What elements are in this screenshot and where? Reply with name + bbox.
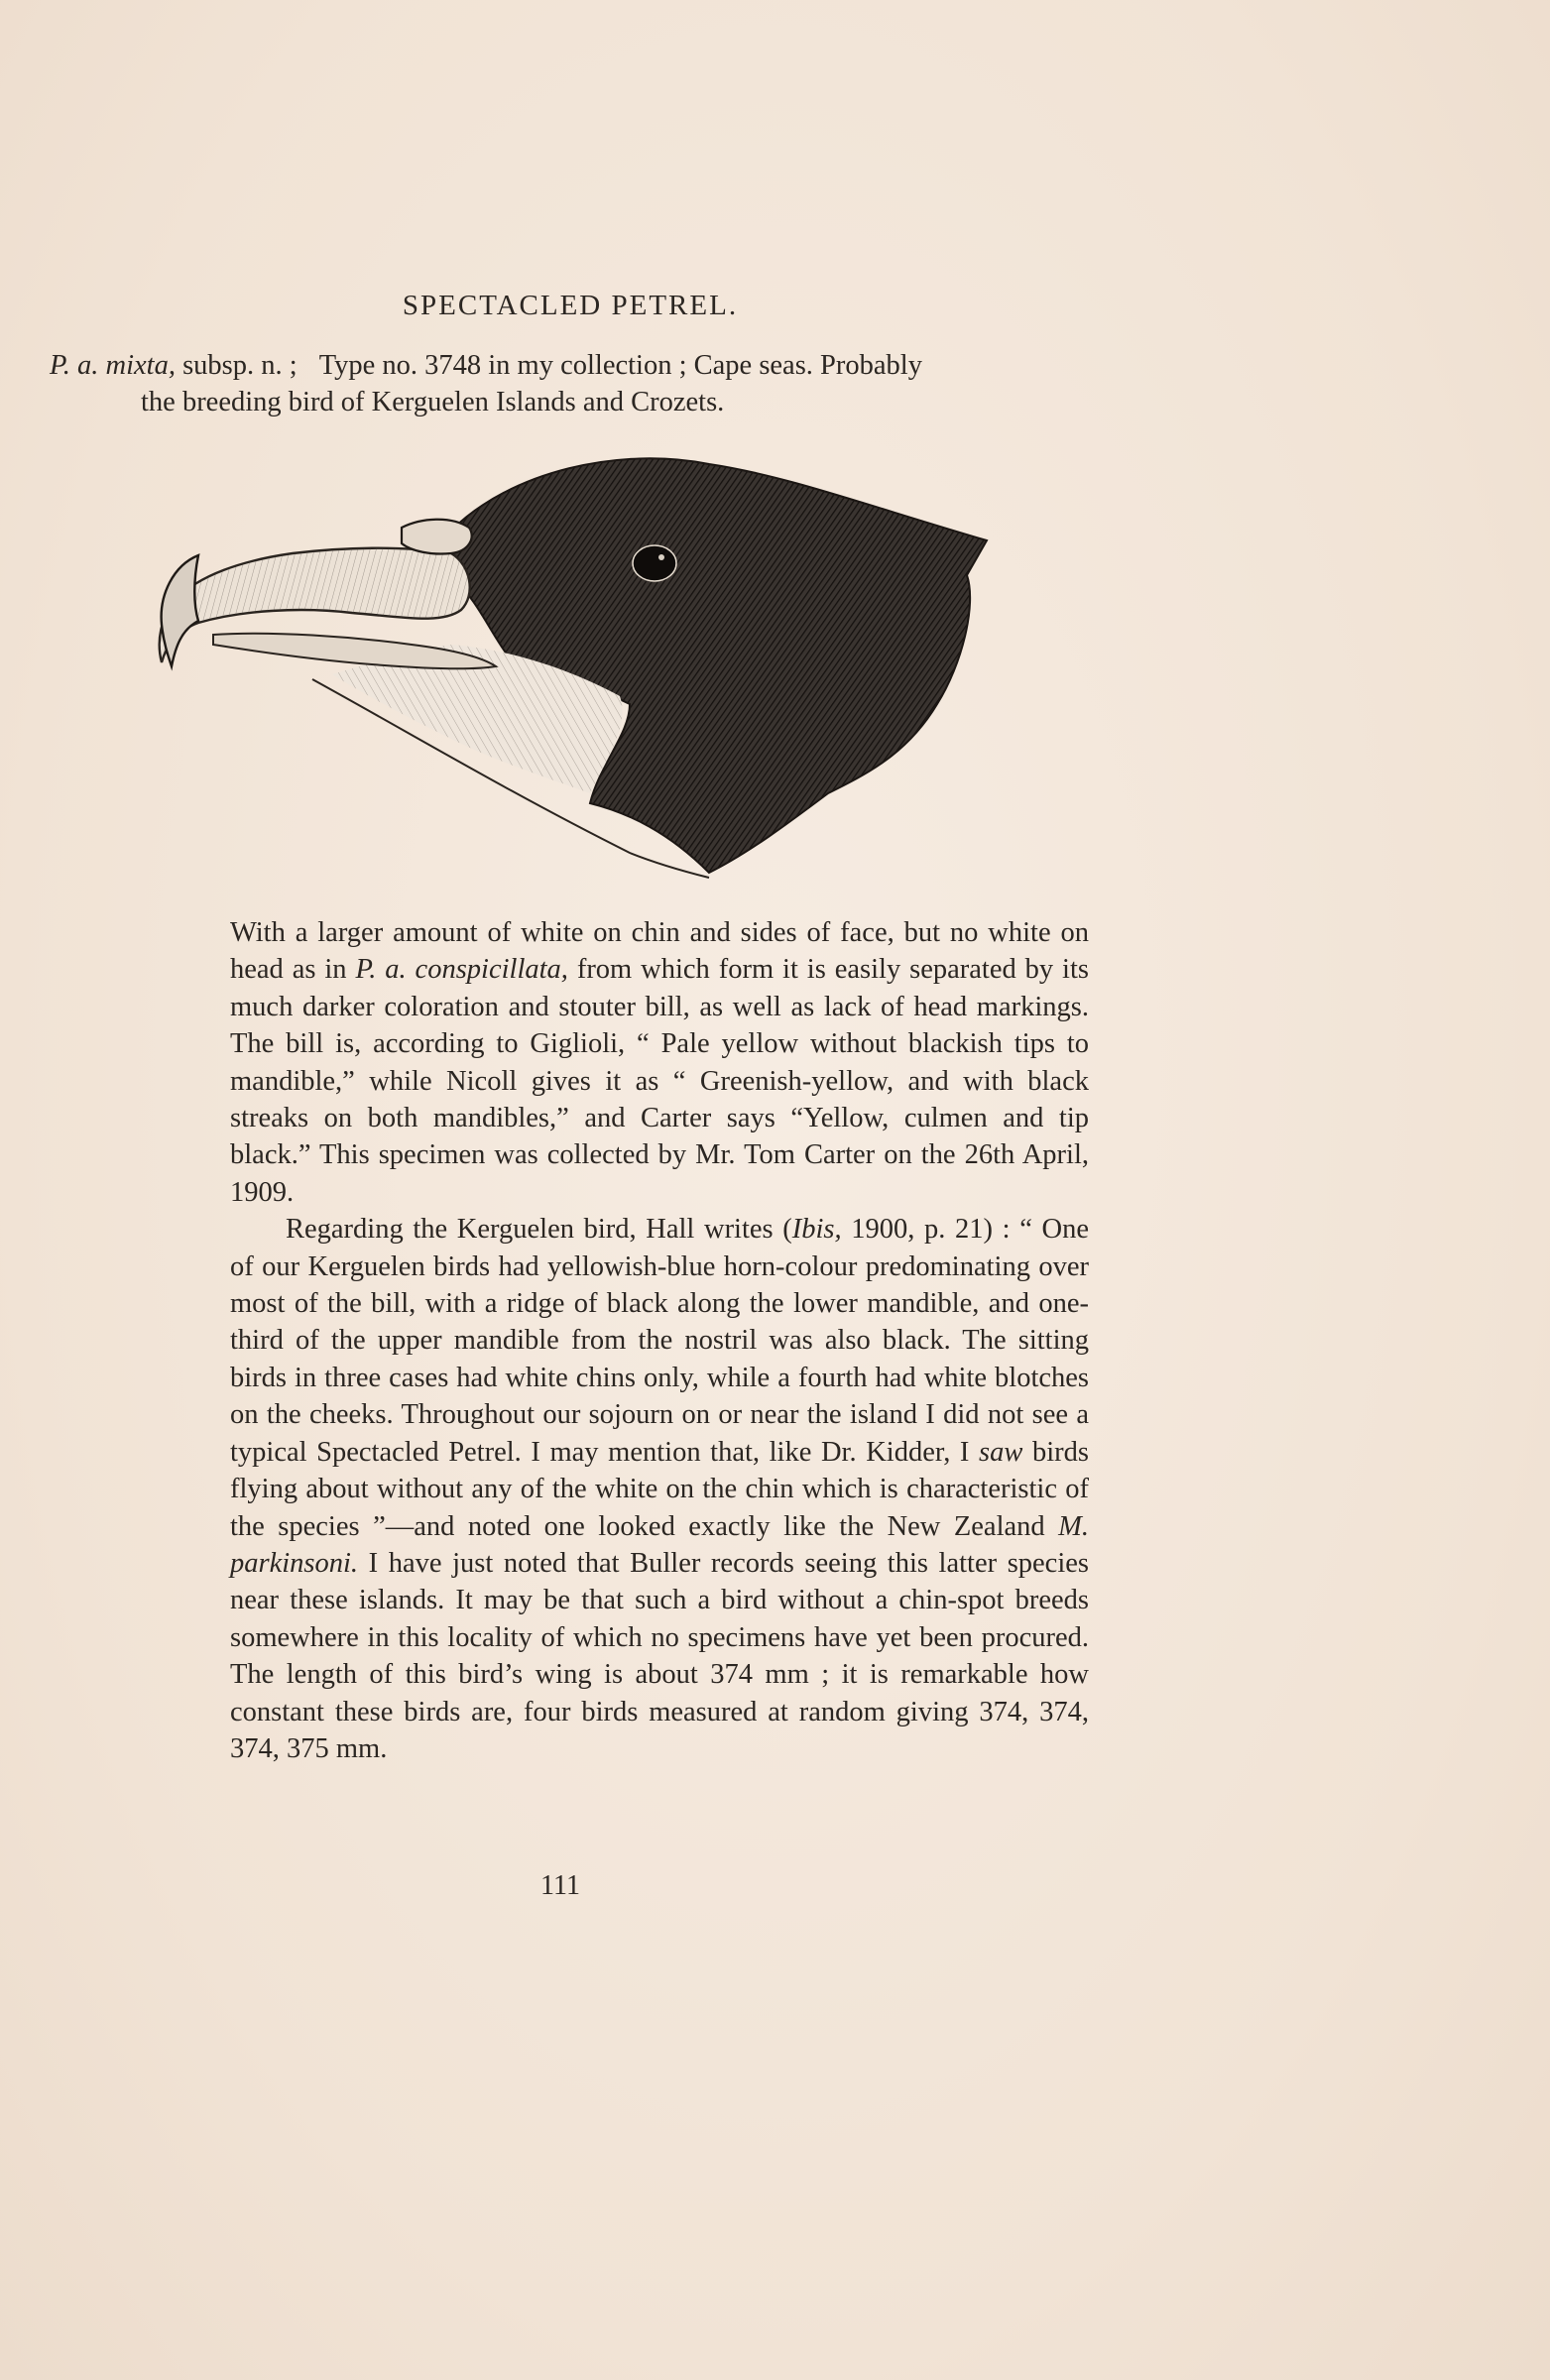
taxon-entry — [50, 347, 1131, 420]
body-text — [230, 914, 1089, 1767]
taxon-abbrev: P. a. — [50, 350, 99, 381]
petrel-head-illustration — [154, 436, 1007, 892]
lower-bill — [213, 634, 496, 668]
journal-name: Ibis, — [791, 1214, 842, 1246]
taxon-subsp: subsp. n. ; — [182, 350, 298, 381]
species-name: M. parkinsoni. — [230, 1510, 1089, 1579]
bill-hook — [162, 555, 198, 666]
paragraph-1: With a larger amount of white on chin and sides of face, but no white on head as in P. a. conspicillata, from which form it is easily separated by its much darker coloration and stouter bill, as well as lack of head markings. The bill is, according to Giglioli, “ Pale yellow without blackish tips to mandible,” while Nicoll gives it as “ Greenish-yellow, and with black streaks on both mandibles,” and Carter says “Yellow, culmen and tip black.” This specimen was collected by Mr. Tom Carter on the 26th April, 1909. — [230, 917, 1089, 1208]
eye — [633, 545, 676, 581]
taxon-line-2: the breeding bird of Kerguelen Islands and Crozets. — [141, 387, 725, 417]
paragraph-2: Regarding the Kerguelen bird, Hall writes (Ibis, 1900, p. 21) : “ One of our Kerguelen birds had yellowish-blue horn-colour predominating over most of the bill, with a ridge of black along the lower mandible, and one-third of the upper mandible from the nostril was also black. The sitting birds in three cases had white chins only, while a fourth had white blotches on the cheeks. Throughout our sojourn on or near the island I did not see a typical Spectacled Petrel. I may mention that, like Dr. Kidder, I saw birds flying about without any of the white on the chin which is characteristic of the species ”—and noted one looked exactly like the New Zealand M. parkinsoni. I have just noted that Buller records seeing this latter species near these islands. It may be that such a bird without a chin-spot breeds somewhere in this locality of which no specimens have yet been procured. The length of this bird’s wing is about 374 mm ; it is remarkable how constant these birds are, four birds measured at random giving 374, 374, 374, 375 mm. — [230, 1214, 1089, 1764]
taxon-line-1 — [50, 347, 1131, 384]
emphasis-saw: saw — [979, 1436, 1023, 1468]
species-name: P. a. conspicillata, — [355, 954, 568, 986]
page-number: 111 — [540, 1870, 580, 1901]
taxon-type-note: Type no. 3748 in my collection ; Cape seas. Probably — [318, 350, 922, 381]
taxon-name: mixta, — [105, 350, 176, 381]
page-heading: SPECTACLED PETREL. — [402, 290, 739, 321]
nasal-tube — [402, 520, 472, 554]
